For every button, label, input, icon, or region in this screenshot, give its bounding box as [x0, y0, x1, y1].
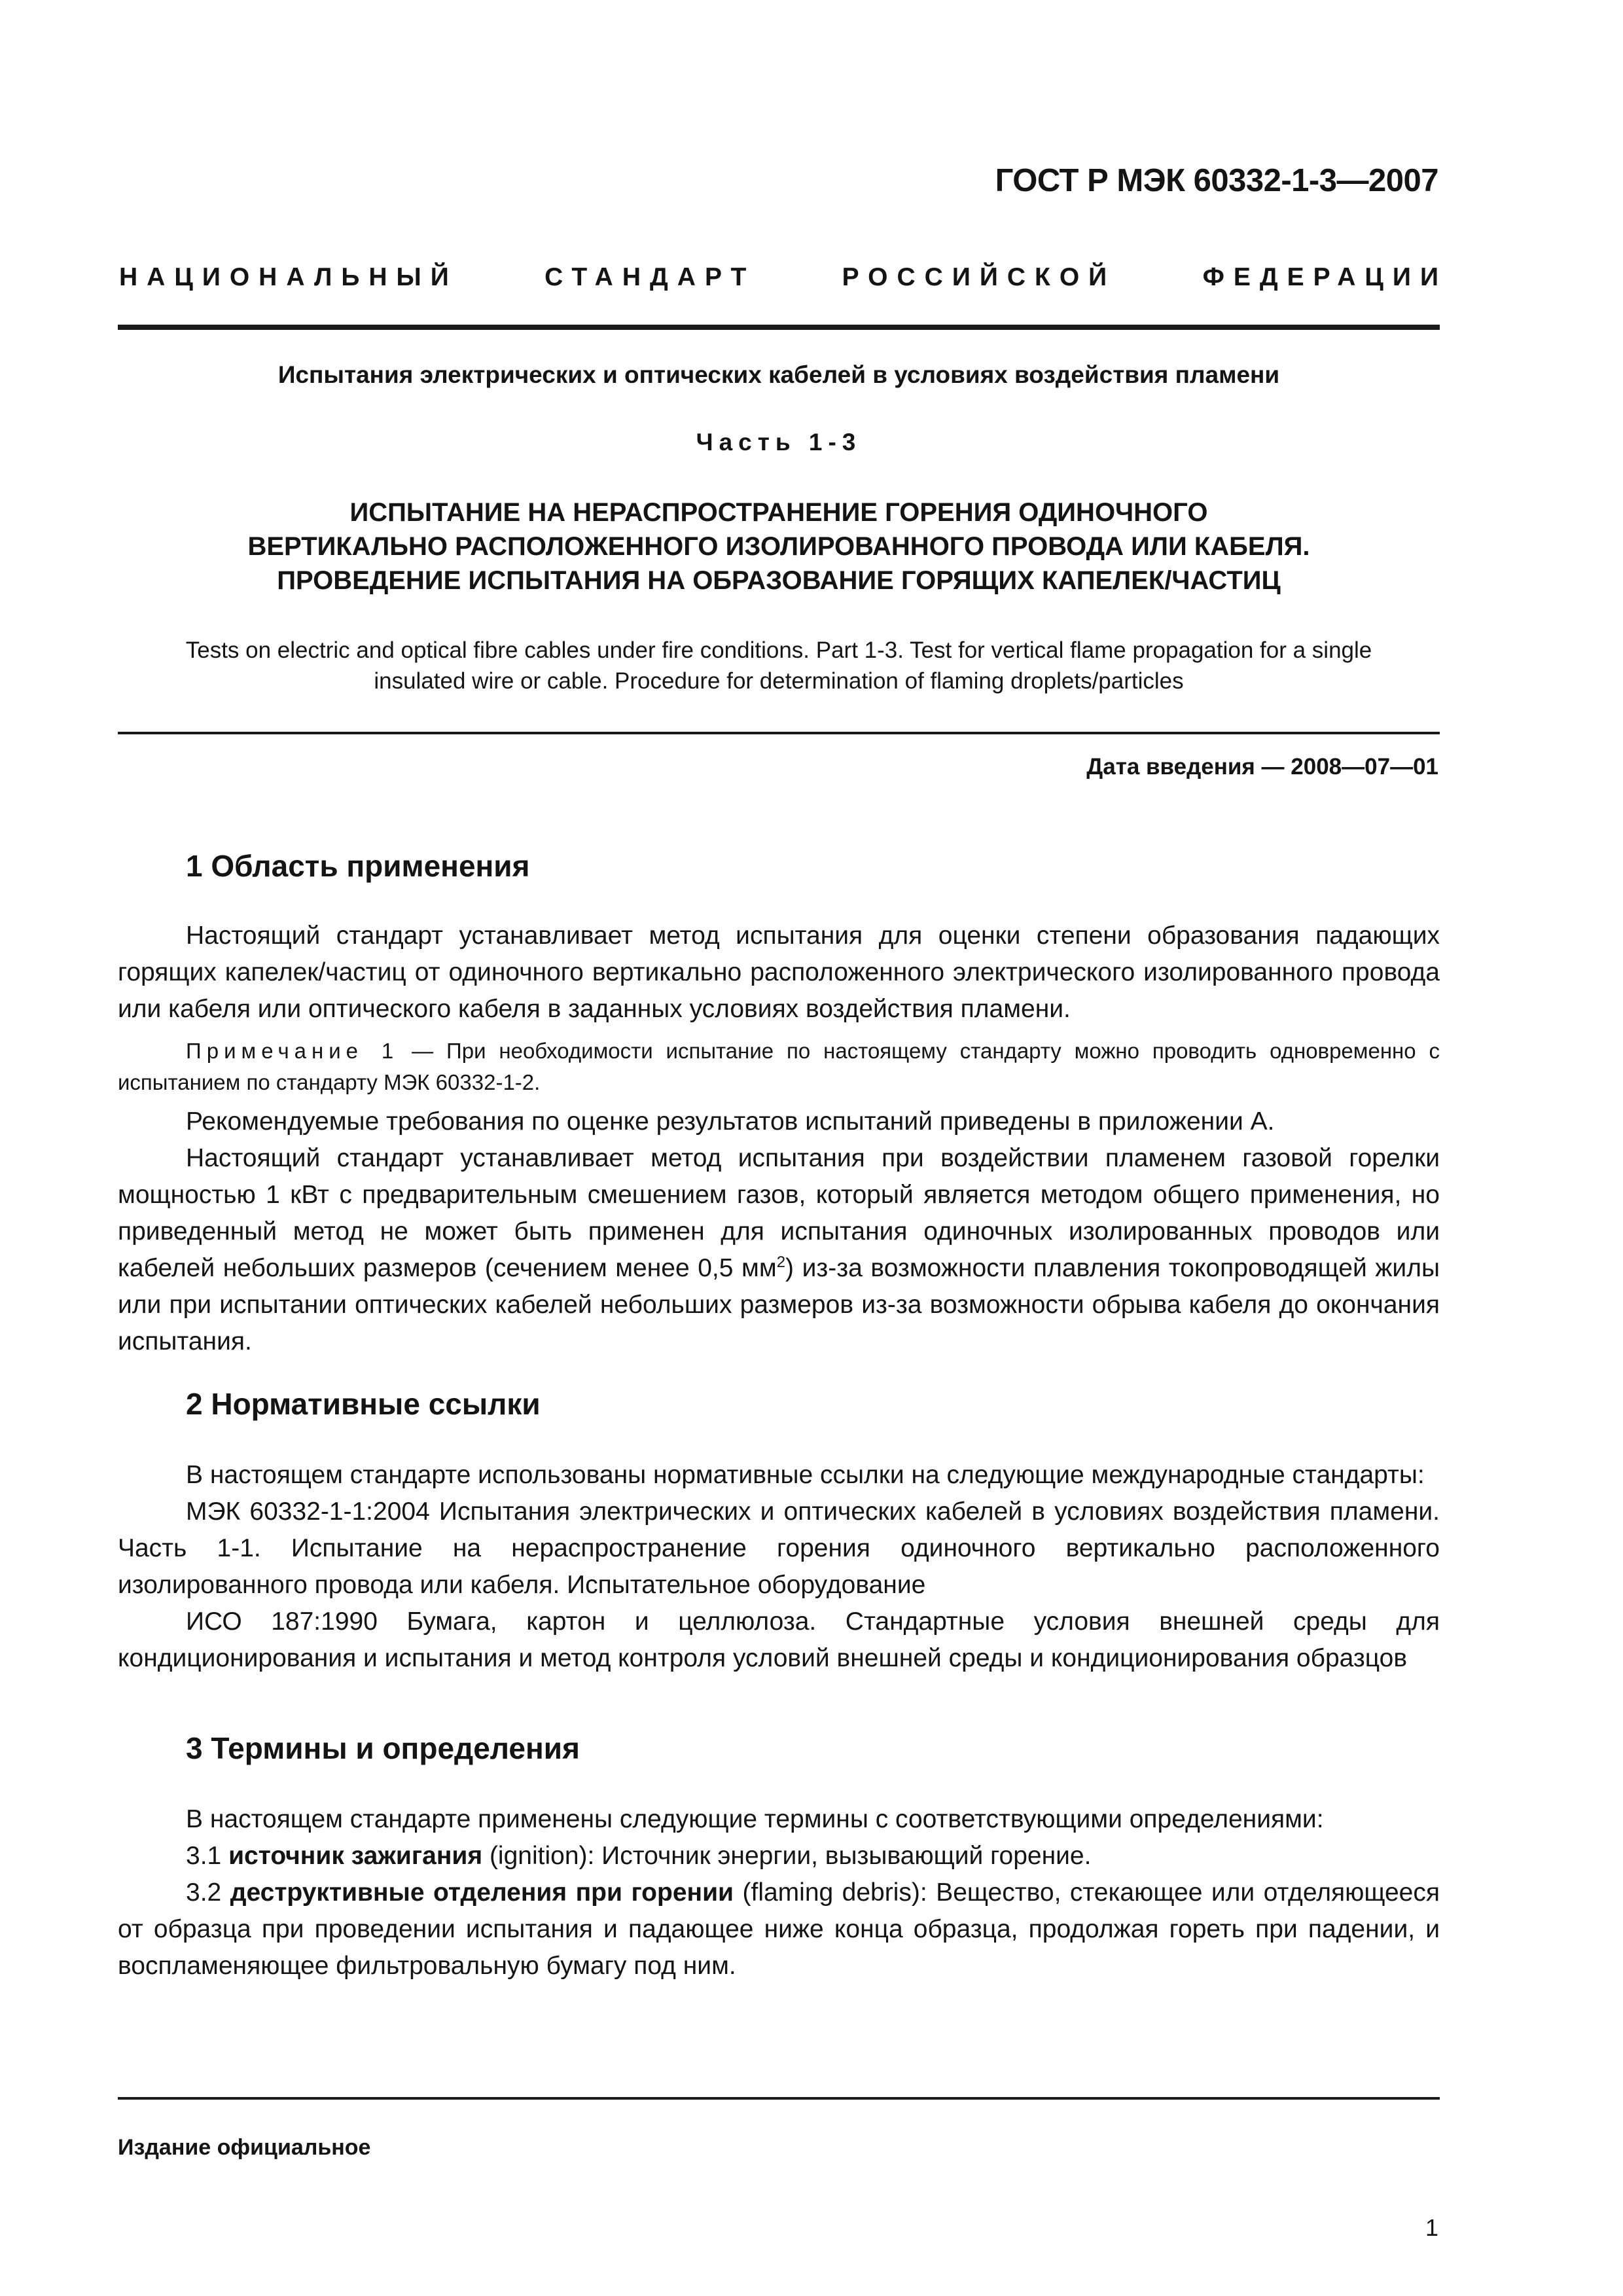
paragraph-text: ) из-за возможности плавления токопроводящей жилы или при испытании оптических кабелей небольших размеров из-за возможности обрыва кабеля до окончания испытания. — [118, 1254, 1440, 1355]
paragraph — [118, 1140, 1440, 1360]
term-definition: (ignition): Источник энергии, вызывающий горение. — [482, 1842, 1092, 1870]
superscript: 2 — [776, 1253, 786, 1271]
national-standard-banner — [119, 263, 1448, 292]
main-title-line: ПРОВЕДЕНИЕ ИСПЫТАНИЯ НА ОБРАЗОВАНИЕ ГОРЯЩИХ КАПЕЛЕК/ЧАСТИЦ — [277, 566, 1281, 595]
main-title — [118, 495, 1440, 598]
paragraph: В настоящем стандарте применены следующие термины с соответствующими определениями: — [186, 1805, 1324, 1833]
english-title-line: insulated wire or cable. Procedure for determination of flaming droplets/particles — [374, 668, 1184, 694]
part-title: Часть 1-3 — [696, 429, 862, 456]
note-text: — При необходимости испытание по настоящему стандарту можно проводить одновременно с испытанием по стандарту МЭК 60332-1-2. — [118, 1039, 1440, 1094]
note-paragraph — [118, 1035, 1440, 1098]
section1-paragraph — [118, 918, 1440, 1028]
paragraph-text: Настоящий стандарт устанавливает метод испытания при воздействии пламенем газовой горелки мощностью 1 кВт с предварительным смешением газов, который является методом общего применения, но приведенный метод не может быть применен для испытания одиночных изолированных проводов или кабелей небольших размеров (сечением менее 0,5 мм — [118, 1144, 1440, 1282]
note-1 — [118, 1035, 1440, 1098]
banner-word: СТАНДАРТ — [544, 263, 756, 291]
section-heading-terms: 3 Термины и определения — [186, 1731, 580, 1765]
section3-paragraphs — [118, 1801, 1440, 1984]
banner-word: НАЦИОНАЛЬНЫЙ — [119, 263, 458, 291]
footer-rule — [118, 2097, 1440, 2100]
main-title-line: ВЕРТИКАЛЬНО РАСПОЛОЖЕННОГО ИЗОЛИРОВАННОГО ПРОВОДА ИЛИ КАБЕЛЯ. — [247, 532, 1310, 561]
main-title-line: ИСПЫТАНИЕ НА НЕРАСПРОСТРАНЕНИЕ ГОРЕНИЯ ОДИНОЧНОГО — [349, 498, 1208, 527]
reference-iec: МЭК 60332-1-1:2004 Испытания электрических и оптических кабелей в условиях воздействия пламени. Часть 1-1. Испытание на нераспространение горения одиночного вертикально расположенного изолированного провода или кабеля. Испытательное оборудование — [118, 1498, 1440, 1599]
english-title-line: Tests on electric and optical fibre cables under fire conditions. Part 1-3. Test for vertical flame propagation for a single — [185, 637, 1372, 663]
term-number: 3.1 — [186, 1842, 229, 1870]
page-number: 1 — [1425, 2214, 1438, 2241]
section-heading-scope: 1 Область применения — [186, 849, 530, 883]
english-title — [118, 635, 1440, 696]
introduction-date: Дата введения — 2008—07—01 — [1086, 754, 1438, 780]
banner-word: РОССИЙСКОЙ — [842, 263, 1116, 291]
note-label: Примечание 1 — [186, 1039, 399, 1063]
term-definition: (flaming debris): Вещество, стекающее или отделяющееся от образца при проведении испытания и падающее ниже конца образца, продолжая гореть при падении, и воспламеняющее фильтровальную бумагу под ним. — [118, 1878, 1440, 1980]
title-rule — [118, 732, 1440, 734]
paragraph: Рекомендуемые требования по оценке результатов испытаний приведены в приложении А. — [186, 1107, 1275, 1136]
banner-word: ФЕДЕРАЦИИ — [1202, 263, 1448, 291]
term-number: 3.2 — [186, 1878, 230, 1907]
official-edition-label: Издание официальное — [118, 2135, 371, 2160]
term-3-1 — [118, 1838, 1440, 1874]
section-heading-normative-references: 2 Нормативные ссылки — [186, 1387, 541, 1421]
section1-paragraph — [118, 1103, 1440, 1360]
reference-iso: ИСО 187:1990 Бумага, картон и целлюлоза. Стандартные условия внешней среды для кондиционирования и испытания и метод контроля условий внешней среды и кондиционирования образцов — [118, 1607, 1440, 1672]
document-code: ГОСТ Р МЭК 60332-1-3—2007 — [995, 163, 1438, 198]
section2-paragraphs — [118, 1457, 1440, 1677]
term-name: деструктивные отделения при горении — [230, 1878, 734, 1907]
term-name: источник зажигания — [228, 1842, 483, 1870]
paragraph: В настоящем стандарте использованы нормативные ссылки на следующие международные стандарты: — [186, 1461, 1425, 1489]
paragraph: Настоящий стандарт устанавливает метод испытания для оценки степени образования падающих горящих капелек/частиц от одиночного вертикально расположенного электрического изолированного провода или кабеля или оптического кабеля в заданных условиях воздействия пламени. — [118, 922, 1440, 1023]
header-rule — [118, 325, 1440, 330]
term-3-2 — [118, 1874, 1440, 1984]
series-title: Испытания электрических и оптических кабелей в условиях воздействия пламени — [277, 361, 1280, 388]
